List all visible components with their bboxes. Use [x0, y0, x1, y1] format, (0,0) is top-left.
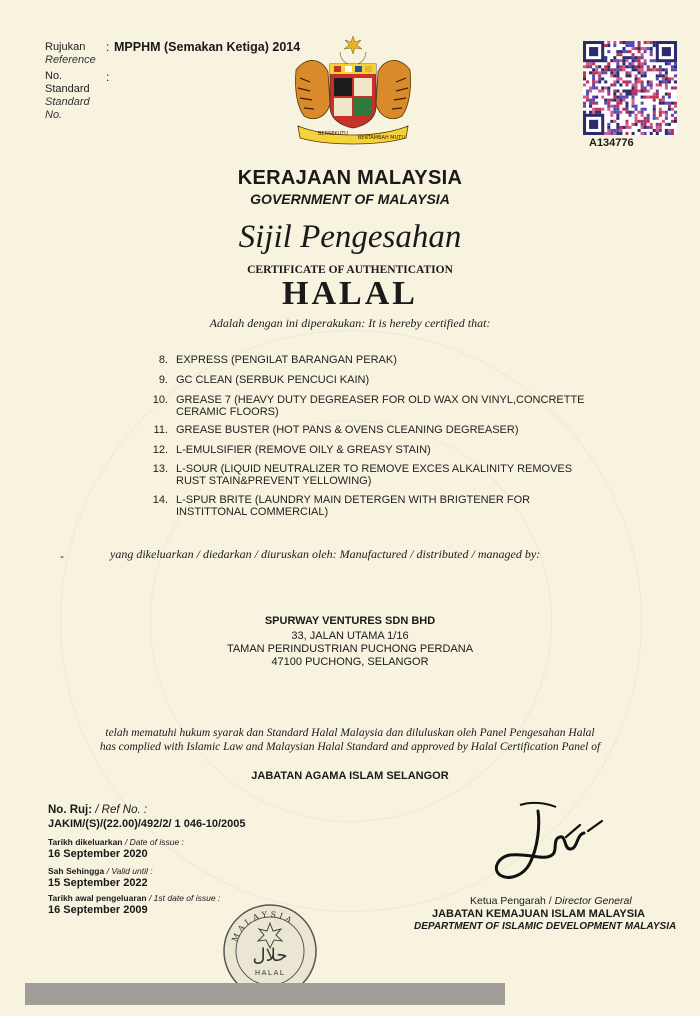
- certify-line-en: It is hereby certified that:: [368, 316, 491, 330]
- seal-bottom-text: HALAL: [254, 969, 286, 977]
- list-item-number: 9.: [158, 374, 168, 386]
- halal-title: HALAL: [282, 275, 418, 312]
- certify-line: [0, 316, 700, 331]
- valid-until-label-en: / Valid until :: [106, 866, 153, 876]
- list-item-number: 8.: [158, 354, 168, 366]
- list-item-text: L-SPUR BRITE (LAUNDRY MAIN DETERGEN WITH BRIGTENER FOR INSTITTONAL COMMERCIAL): [176, 494, 531, 518]
- list-item: [140, 354, 596, 366]
- serial-number: A134776: [589, 137, 634, 149]
- ref-number-label-my: No. Ruj:: [48, 804, 93, 816]
- list-item: [140, 494, 596, 518]
- ref-number-label: [48, 804, 147, 816]
- ref-number-label-en: / Ref No. :: [95, 804, 148, 816]
- signatory-department-my: JABATAN KEMAJUAN ISLAM MALAYSIA: [432, 908, 646, 920]
- list-item-number: 11.: [153, 424, 168, 436]
- list-item: [140, 463, 596, 487]
- list-item-text: EXPRESS (PENGILAT BARANGAN PERAK): [176, 354, 397, 366]
- rujukan-label: Rujukan: [45, 41, 86, 53]
- list-item-number: 13.: [152, 463, 168, 475]
- first-issue-label: [48, 893, 220, 903]
- manufacturer-label: yang dikeluarkan / diedarkan / diuruskan oleh: Manufactured / distributed / managed by:: [110, 547, 541, 561]
- no-label: No.: [45, 70, 63, 82]
- standard-no-label: No.: [45, 109, 63, 121]
- government-title-my: KERAJAAN MALAYSIA: [237, 167, 463, 189]
- standard-label-en: Standard: [45, 96, 90, 108]
- manufacturer-address-1: 33, JALAN UTAMA 1/16: [291, 630, 409, 642]
- first-issue-label-my: Tarikh awal pengeluaran: [48, 893, 147, 903]
- issue-date-label: [48, 837, 184, 847]
- certificate-title-my: Sijil Pengesahan: [238, 219, 462, 255]
- ref-number-value: JAKIM/(S)/(22.00)/492/2/ 1 046-10/2005: [48, 818, 246, 830]
- valid-until-label-my: Sah Sehingga: [48, 866, 105, 876]
- director-signature: [480, 795, 610, 890]
- manufacturer-address-3: 47100 PUCHONG, SELANGOR: [271, 656, 429, 668]
- list-item-number: 14.: [152, 494, 168, 506]
- valid-until-label: [48, 866, 153, 876]
- list-item: [140, 444, 596, 456]
- list-item-text: GREASE BUSTER (HOT PANS & OVENS CLEANING DEGREASER): [176, 424, 519, 436]
- list-item-number: 12.: [152, 444, 168, 456]
- certificate-title-en: CERTIFICATE OF AUTHENTICATION: [247, 264, 453, 276]
- compliance-line-en: has complied with Islamic Law and Malaysian Halal Standard and approved by Halal Certification Panel of: [99, 741, 601, 753]
- manufacturer-address-2: TAMAN PERINDUSTRIAN PUCHONG PERDANA: [226, 643, 474, 655]
- issue-date-label-en: / Date of issue :: [124, 837, 184, 847]
- list-item-text: GREASE 7 (HEAVY DUTY DEGREASER FOR OLD WAX ON VINYL,CONCRETTE CERAMIC FLOORS): [176, 394, 585, 418]
- first-issue-label-en: / 1st date of issue :: [148, 893, 221, 903]
- list-item: [140, 394, 596, 418]
- signatory-title-my: Ketua Pengarah /: [470, 895, 552, 907]
- crest-motto-left: BERSEKUTU: [318, 131, 348, 137]
- signatory-department-en: DEPARTMENT OF ISLAMIC DEVELOPMENT MALAYSIA: [414, 921, 677, 932]
- certify-line-my: Adalah dengan ini diperakukan:: [209, 316, 366, 330]
- reference-label: [45, 41, 96, 67]
- list-item: [140, 424, 596, 436]
- seal-top-text: MALAYSIA: [230, 909, 296, 944]
- issue-date-label-my: Tarikh dikeluarkan: [48, 837, 123, 847]
- reference-label-en: Reference: [45, 54, 96, 66]
- approval-panel: JABATAN AGAMA ISLAM SELANGOR: [251, 770, 449, 782]
- standard-colon: :: [106, 70, 110, 84]
- signatory-title-en: Director General: [554, 895, 632, 907]
- government-title-en: GOVERNMENT OF MALAYSIA: [250, 191, 450, 207]
- valid-until-value: 15 September 2022: [48, 877, 148, 889]
- list-item-number: 10.: [152, 394, 168, 406]
- standard-label: [45, 70, 90, 122]
- list-item-text: L-SOUR (LIQUID NEUTRALIZER TO REMOVE EXCES ALKALINITY REMOVES RUST STAIN&PREVENT YELLOWING): [176, 463, 573, 487]
- list-item-text: L-EMULSIFIER (REMOVE OILY & GREASY STAIN): [176, 444, 431, 456]
- compliance-line-my: telah mematuhi hukum syarak dan Standard Halal Malaysia dan diluluskan oleh Panel Pengesahan Halal: [105, 727, 595, 739]
- standard-label-my: Standard: [45, 83, 90, 95]
- seal-arabic-text: حلال: [252, 945, 288, 966]
- reference-colon: :: [106, 40, 110, 54]
- list-item-text: GC CLEAN (SERBUK PENCUCI KAIN): [176, 374, 370, 386]
- crest-motto-right: BERTAMBAH MUTU: [358, 135, 405, 141]
- first-issue-value: 16 September 2009: [48, 904, 148, 916]
- issue-date-value: 16 September 2020: [48, 848, 148, 860]
- manufacturer-name: SPURWAY VENTURES SDN BHD: [264, 615, 436, 627]
- manufacturer-dash: -: [60, 549, 64, 563]
- list-item: [140, 374, 596, 386]
- signatory-title: [470, 895, 632, 907]
- coat-of-arms: [288, 34, 418, 150]
- qr-code: [583, 41, 677, 135]
- reference-value: MPPHM (Semakan Ketiga) 2014: [114, 40, 301, 54]
- footer-bar: [25, 983, 505, 1005]
